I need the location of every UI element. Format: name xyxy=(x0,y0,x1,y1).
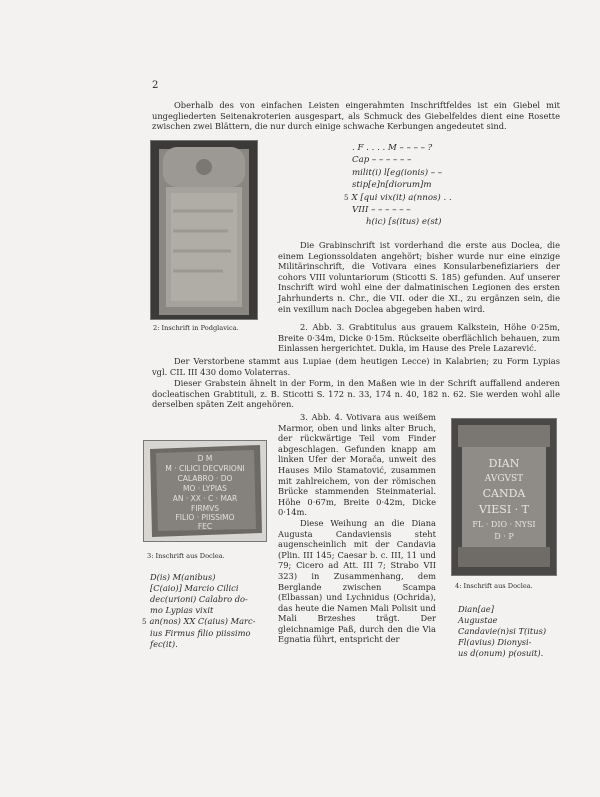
inscription-1-line: h(ic) [s(itus) e(st) xyxy=(366,217,442,228)
paragraph-6: 3. Abb. 4. Votivara aus weißem Marmor, oben und links alter Bruch, der rückwärtige Teil vom Finder abgeschlagen. Gefunden knapp am linken Ufer der Morača, unweit des Hauses Milo Stamatović, zusammen mit zahlreichem, von der römischen Brücke stammenden Steinmaterial. Höhe 0·67m, Breite 0·42m, Dicke 0·14m. Diese Weihung an die Diana Augusta Candaviensis steht augenscheinlich mit der Candavia (Plin. III 145; Caesar b. c. III, 11 und 79; Cicero ad Att. III 7; Strabo VII 323) in Zusammenhang, dem Berglande zwischen Scampa (Elbassan) und Lychnidus (Ochrida), das heute die Namen Mali Polisit und Mali Brzeshes trägt. Der gleichnamige Paß, durch den die Via Egnatia führt, entspricht der xyxy=(278,412,436,645)
paragraph-3: 2. Abb. 3. Grabtitulus aus grauem Kalkstein, Höhe 0·25m, Breite 0·34m, Dicke 0·15m. Rückseite oberflächlich behauen, zum Einlassen hergerichtet. Dukla, im Hause des Prele Lazarević. xyxy=(278,322,560,354)
inscription-1-line: milit(i) l[eg(ionis) – – xyxy=(352,167,443,178)
inscription-3-line: dec(urioni) Calabro do- xyxy=(150,594,248,604)
inscription-4 xyxy=(458,604,546,659)
inscription-1-line: Cap – – – – – – xyxy=(352,155,412,166)
inscription-1-line: 5 X [qui vix(it) a(nnos) . . xyxy=(344,192,452,203)
inscription-1-line: . F . . . . M – – – – ? xyxy=(352,143,433,153)
paragraph-5: Dieser Grabstein ähnelt in der Form, in den Maßen wie in der Schrift auffallend anderen docleatischen Grabtituli, z. B. Sticotti S. 172 n. 33, 174 n. 40, 182 n. 62. Sie werden wohl alle derselben späten Zeit angehören. xyxy=(152,378,560,410)
stone-text-line: DIAN xyxy=(488,457,520,470)
line-number: 5 xyxy=(142,618,147,626)
inscription-4-line: Augustae xyxy=(458,615,498,625)
stone-text-line: D · P xyxy=(494,532,514,541)
figure-4-photo xyxy=(451,418,557,576)
inscription-1 xyxy=(344,142,452,229)
stone-text-line: VIESI · T xyxy=(478,503,530,516)
stone-text-line: CALABRO · DO xyxy=(177,474,233,483)
inscription-4-line: Candavie(n)si T(itus) xyxy=(458,626,547,636)
inscription-3-line: mo Lypias vixit xyxy=(150,605,214,615)
stone-text-line: CANDA xyxy=(482,487,526,500)
stone-text-line: FEC xyxy=(197,522,213,531)
stone-text-line: AVGVST xyxy=(484,474,524,484)
figure-3-caption: 3: Inschrift aus Doclea. xyxy=(147,552,225,560)
inscription-3-line: 5 an(nos) XX C(aius) Marc- xyxy=(142,616,256,626)
inscription-4-line: Dian[ae] xyxy=(458,604,494,614)
inscription-4-line: us d(onum) p(osuit). xyxy=(458,648,544,658)
stone-text-line: FL · DIO · NYSI xyxy=(472,520,536,529)
inscription-3-line: [C(aio)] Marcio Cilici xyxy=(150,583,239,593)
paragraph-1: Oberhalb des von einfachen Leisten eingerahmten Inschriftfeldes ist ein Giebel mit ungegliederten Seitenakroterien ausgespart, als Schmuck des Giebelfeldes dient eine Rosette zwischen zwei Blättern, die nur durch einige schwache Kerbungen angedeutet sind. xyxy=(152,100,560,132)
page-number: 2 xyxy=(152,80,159,91)
inscription-3-line: fec(it). xyxy=(150,639,178,649)
line-number: 5 xyxy=(344,193,349,202)
inscription-1-line: VIII – – – – – – xyxy=(352,205,411,216)
inscription-3 xyxy=(142,572,256,650)
inscription-1-line: stip[e]n[diorum]m xyxy=(352,180,432,191)
stone-text-line: FILIO · PIISSIMO xyxy=(175,513,235,522)
stone-doclea-altar-image xyxy=(452,419,556,575)
inscription-4-line: Fl(avius) Dionysi- xyxy=(458,637,532,647)
stone-text-line: D M xyxy=(197,454,213,463)
paragraph-4: Der Verstorbene stammt aus Lupiae (dem heutigen Lecce) in Kalabrien; zu Form Lypias vgl. CIL III 430 domo Volaterras. xyxy=(152,356,560,377)
figure-3-photo xyxy=(143,440,267,542)
paragraph-2: Die Grabinschrift ist vorderhand die erste aus Doclea, die einem Legionssoldaten angehört; bisher wurde nur eine einzige Militärinschrift, die Votivara eines Konsularbenefiziariers der cohors VIII voluntariorum (Sticotti S. 185) gefunden. Auf unserer Inschrift wird wohl eine der dalmatinischen Legionen des ersten Jahrhunderts n. Chr., die VII. oder die XI., zu ergänzen sein, die ein vexillum nach Doclea abgegeben haben wird. xyxy=(278,240,560,314)
stone-doclea-tablet-image xyxy=(144,441,266,541)
stone-text-line: M · CILICI DECVRIONI xyxy=(165,464,245,473)
stone-text-line: AN · XX · C · MAR xyxy=(172,494,238,503)
inscription-3-line: ius Firmus filio piissimo xyxy=(150,628,251,638)
figure-4-caption: 4: Inschrift aus Doclea. xyxy=(455,582,533,590)
stone-text-line: FIRMVS xyxy=(190,504,220,513)
figure-2-caption: 2: Inschrift in Podglavica. xyxy=(153,324,239,332)
inscription-3-line: D(is) M(anibus) xyxy=(150,572,216,582)
figure-2-photo xyxy=(150,140,258,320)
stone-podglavica-image xyxy=(151,141,257,319)
stone-text-line: MO · LYPIAS xyxy=(183,484,227,493)
